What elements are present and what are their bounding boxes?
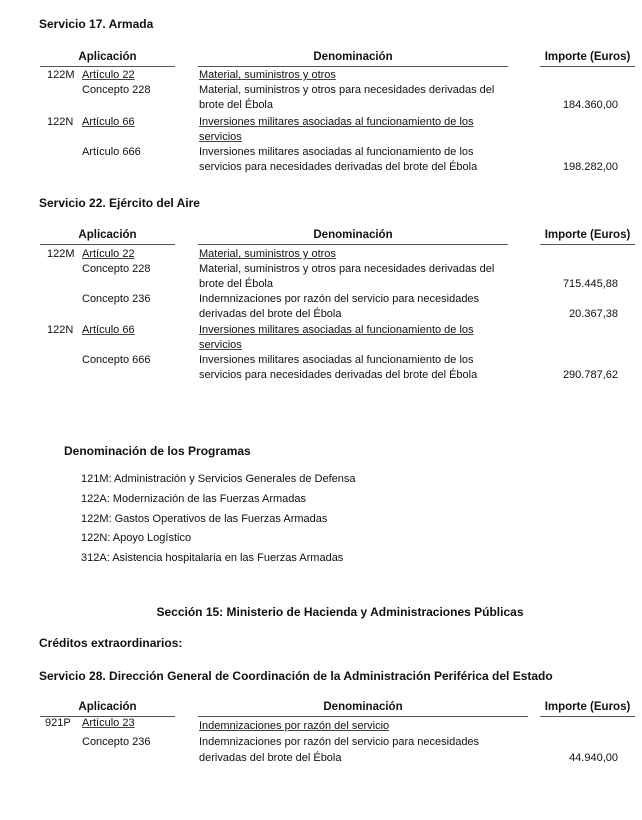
col-aplicacion-header: Aplicación xyxy=(78,229,137,241)
col-importe-header: Importe (Euros) xyxy=(544,229,631,241)
col-importe-header: Importe (Euros) xyxy=(544,51,631,63)
amount: 44.940,00 xyxy=(569,752,618,764)
servicio-28-title: Servicio 28. Dirección General de Coordinación de la Administración Periférica del Estado xyxy=(39,669,553,683)
amount: 290.787,62 xyxy=(562,369,618,381)
denominacion-text: brote del Ébola xyxy=(199,278,273,290)
denominacion-text: Inversiones militares asociadas al funcionamiento de los xyxy=(199,116,474,128)
denominacion-text: Material, suministros y otros para necesidades derivadas del xyxy=(199,263,495,275)
concepto-label: Concepto 228 xyxy=(82,84,151,96)
denominacion-text: servicios para necesidades derivadas del brote del Ébola xyxy=(199,369,478,381)
amount: 198.282,00 xyxy=(562,161,618,173)
col-aplicacion-header: Aplicación xyxy=(78,51,137,63)
amount: 184.360,00 xyxy=(562,99,618,111)
concepto-label: Concepto 666 xyxy=(82,354,151,366)
programa-item: 122M: Gastos Operativos de las Fuerzas Armadas xyxy=(81,513,328,525)
rule-importe xyxy=(540,716,635,717)
programa-item: 122N: Apoyo Logístico xyxy=(81,532,192,544)
rule-denominacion xyxy=(198,66,508,67)
denominacion-text: servicios para necesidades derivadas del brote del Ébola xyxy=(199,161,478,173)
denominacion-text: Material, suministros y otros xyxy=(199,248,336,260)
col-denominacion-header: Denominación xyxy=(323,701,403,713)
denominacion-text: derivadas del brote del Ébola xyxy=(199,752,342,764)
programas-title: Denominación de los Programas xyxy=(64,444,251,458)
concepto-label: Concepto 236 xyxy=(82,736,151,748)
amount: 715.445,88 xyxy=(562,278,618,290)
seccion-15-title: Sección 15: Ministerio de Hacienda y Administraciones Públicas xyxy=(156,605,524,619)
concepto-label: Concepto 228 xyxy=(82,263,151,275)
programa-item: 312A: Asistencia hospitalaria en las Fuerzas Armadas xyxy=(81,552,344,564)
servicio-22-title: Servicio 22. Ejército del Aire xyxy=(39,196,200,210)
denominacion-text: Inversiones militares asociadas al funcionamiento de los xyxy=(199,146,474,158)
col-denominacion-header: Denominación xyxy=(313,51,393,63)
articulo-link: Artículo 22 xyxy=(82,248,135,260)
denominacion-text: Indemnizaciones por razón del servicio xyxy=(199,720,390,732)
denominacion-text: Inversiones militares asociadas al funcionamiento de los xyxy=(199,354,474,366)
denominacion-text: Material, suministros y otros para necesidades derivadas del xyxy=(199,84,495,96)
rule-importe xyxy=(540,66,635,67)
articulo-link: Artículo 66 xyxy=(82,324,135,336)
creditos-heading: Créditos extraordinarios: xyxy=(39,636,183,650)
denominacion-text: derivadas del brote del Ébola xyxy=(199,308,342,320)
rule-aplicacion xyxy=(40,66,175,67)
col-denominacion-header: Denominación xyxy=(313,229,393,241)
programa-item: 122A: Modernización de las Fuerzas Armadas xyxy=(81,493,307,505)
col-importe-header: Importe (Euros) xyxy=(544,701,631,713)
rule-denominacion xyxy=(198,716,528,717)
articulo-link: Artículo 22 xyxy=(82,69,135,81)
rule-aplicacion xyxy=(40,244,175,245)
program-code: 122M xyxy=(47,248,75,260)
col-aplicacion-header: Aplicación xyxy=(78,701,137,713)
servicio-17-title: Servicio 17. Armada xyxy=(39,17,154,31)
denominacion-text: Inversiones militares asociadas al funcionamiento de los xyxy=(199,324,474,336)
rule-importe xyxy=(540,244,635,245)
denominacion-text: servicios xyxy=(199,131,242,143)
program-code: 122M xyxy=(47,69,75,81)
denominacion-text: Indemnizaciones por razón del servicio para necesidades xyxy=(199,293,480,305)
articulo-label: Artículo 666 xyxy=(82,146,141,158)
denominacion-text: Indemnizaciones por razón del servicio para necesidades xyxy=(199,736,480,748)
denominacion-text: Material, suministros y otros xyxy=(199,69,336,81)
concepto-label: Concepto 236 xyxy=(82,293,151,305)
program-code: 122N xyxy=(47,116,74,128)
denominacion-text: brote del Ébola xyxy=(199,99,273,111)
amount: 20.367,38 xyxy=(569,308,618,320)
articulo-link: Artículo 66 xyxy=(82,116,135,128)
denominacion-text: servicios xyxy=(199,339,242,351)
programa-item: 121M: Administración y Servicios Generales de Defensa xyxy=(81,473,356,485)
articulo-link: Artículo 23 xyxy=(82,717,135,729)
program-code: 921P xyxy=(45,717,71,729)
rule-denominacion xyxy=(198,244,508,245)
program-code: 122N xyxy=(47,324,74,336)
